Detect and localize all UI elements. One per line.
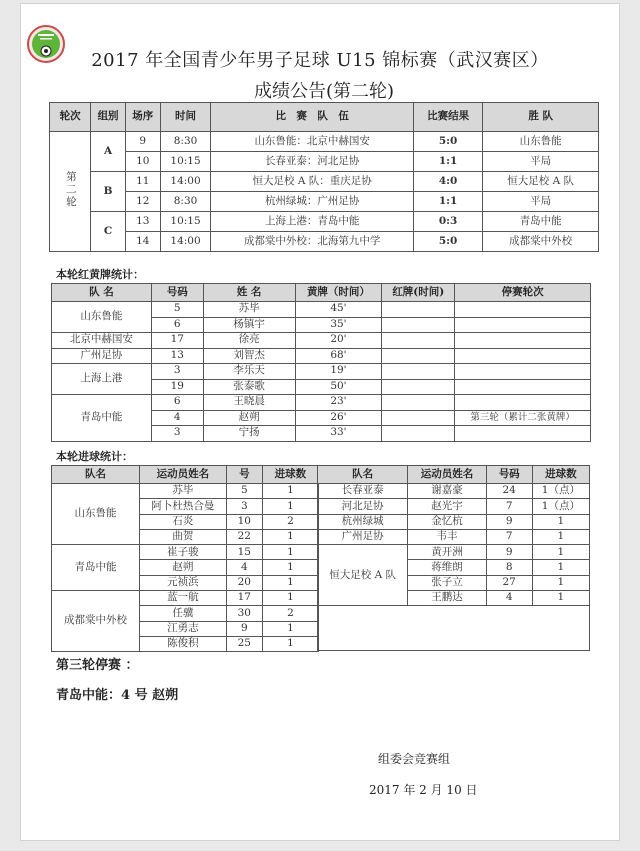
- col-header-winner: 胜 队: [483, 103, 599, 132]
- table-row: 山东鲁能 苏毕 5 1: [52, 484, 319, 499]
- team-cell: 青岛中能: [52, 545, 140, 591]
- table-row: 张子立 27 1: [318, 575, 590, 590]
- col-header-group: 组别: [91, 103, 126, 132]
- table-row: 广州足协 13 刘智杰 68': [52, 348, 591, 364]
- table-row: C 13 10:15 上海上港：青岛中能 0:3 青岛中能: [50, 212, 599, 232]
- table-row: 蒋维朗 8 1: [318, 560, 590, 575]
- table-row: 恒大足校 A 队 黄开洲 9 1: [318, 545, 590, 560]
- document-title: 2017 年全国青少年男子足球 U15 锦标赛（武汉赛区）: [91, 50, 549, 71]
- col-header-time: 时间: [160, 103, 211, 132]
- team-cell: 北京中赫国安: [52, 333, 152, 349]
- round-cell: 第二轮: [50, 132, 91, 252]
- table-row: 河北足协 赵光宇 7 1（点）: [318, 499, 590, 514]
- table-row: 广州足协 韦丰 7 1: [318, 529, 590, 544]
- table-row: 山东鲁能 5 苏毕 45': [52, 302, 591, 318]
- table-row: 北京中赫国安 17 徐亮 20': [52, 333, 591, 349]
- col-header-match-no: 场序: [125, 103, 160, 132]
- table-row: 青岛中能 崔子骏 15 1: [52, 545, 319, 560]
- table-row: 14 14:00 成都棠中外校：北海第九中学 5:0 成都棠中外校: [50, 232, 599, 252]
- table-row: 12 8:30 杭州绿城：广州足协 1:1 平局: [50, 192, 599, 212]
- table-row: 杭州绿城 金忆杭 9 1: [318, 514, 590, 529]
- table-row: 第二轮 A 9 8:30 山东鲁能：北京中赫国安 5:0 山东鲁能: [50, 132, 599, 152]
- cards-section-title: 本轮红黄牌统计：: [56, 268, 144, 281]
- team-cell: 恒大足校 A 队: [318, 545, 408, 606]
- table-row: 任骥 30 2: [52, 606, 319, 621]
- suspension-title: 第三轮停赛 ：: [56, 658, 139, 673]
- table-row: 王鹏达 4 1: [318, 591, 590, 606]
- col-header-score: 比赛结果: [413, 103, 482, 132]
- group-cell: A: [91, 132, 126, 172]
- group-cell: B: [91, 172, 126, 212]
- cards-table: 队 名 号码 姓 名 黄牌（时间） 红牌(时间) 停赛轮次 山东鲁能 5 苏毕 45' 6 杨镇宇 35' 北京中赫国安 17 徐亮 20' 广州足协 13 刘智杰 68' 上海上港 3 李乐天 19' 19 张泰歌 50' 青岛中能 6 王晓晨 23' 4 赵朔 26' 第三轮（累计二张黄牌） 3 宁扬 33': [51, 283, 591, 442]
- table-row: 石炎 10 2: [52, 514, 319, 529]
- table-row: 10 10:15 长春亚泰：河北足协 1:1 平局: [50, 152, 599, 172]
- table-row: 4 赵朔 26' 第三轮（累计二张黄牌）: [52, 410, 591, 426]
- table-row: 长春亚泰 谢嘉豪 24 1（点）: [318, 484, 590, 499]
- table-row: 江勇志 9 1: [52, 621, 319, 636]
- table-row: 青岛中能 6 王晓晨 23': [52, 395, 591, 411]
- table-row: 3 宁扬 33': [52, 426, 591, 442]
- suspension-detail: 青岛中能：4 号 赵朔: [56, 688, 179, 703]
- col-header-round: 轮次: [50, 103, 91, 132]
- date: 2017 年 2 月 10 日: [369, 783, 478, 797]
- table-row: 曲贺 22 1: [52, 529, 319, 544]
- team-cell: 青岛中能: [52, 395, 152, 442]
- goals-section-title: 本轮进球统计：: [56, 450, 133, 463]
- table-row: 上海上港 3 李乐天 19': [52, 364, 591, 380]
- goals-table-right: 队名 运动员姓名 号码 进球数 长春亚泰 谢嘉豪 24 1（点） 河北足协 赵光宇 7 1（点） 杭州绿城 金忆杭 9 1 广州足协 韦丰 7 1 恒大足校 A 队 黄开洲 9 1 蒋维朗 8 1 张子立 27 1 王鹏达 4 1: [317, 465, 590, 651]
- match-results-table: [49, 102, 599, 252]
- team-cell: 广州足协: [52, 348, 152, 364]
- table-row: 阿卜杜热合曼 3 1: [52, 499, 319, 514]
- team-cell: 成都棠中外校: [52, 591, 140, 652]
- table-row: 元祯浜 20 1: [52, 575, 319, 590]
- goals-table-left: 队名 运动员姓名 号 进球数 山东鲁能 苏毕 5 1 阿卜杜热合曼 3 1 石炎 10 2 曲贺 22 1 青岛中能 崔子骏 15 1 赵朔 4 1 元祯浜 20 1 成都棠中外校 蓝一航 17 1 任骥 30 2 江勇志 9 1 陈俊积 25 1: [51, 465, 319, 652]
- table-row: 陈俊积 25 1: [52, 636, 319, 651]
- group-cell: C: [91, 212, 126, 252]
- team-cell: 上海上港: [52, 364, 152, 395]
- team-cell: 山东鲁能: [52, 302, 152, 333]
- team-cell: 山东鲁能: [52, 484, 140, 545]
- signature: 组委会竞赛组: [378, 752, 451, 766]
- table-row: 成都棠中外校 蓝一航 17 1: [52, 591, 319, 606]
- empty-area: [318, 606, 590, 651]
- col-header-teams: 比 赛 队 伍: [211, 103, 413, 132]
- document-subtitle: 成绩公告(第二轮): [253, 81, 395, 102]
- table-row: 6 杨镇宇 35': [52, 317, 591, 333]
- table-row: 19 张泰歌 50': [52, 379, 591, 395]
- table-row: B 11 14:00 恒大足校 A 队：重庆足协 4:0 恒大足校 A 队: [50, 172, 599, 192]
- table-row: 赵朔 4 1: [52, 560, 319, 575]
